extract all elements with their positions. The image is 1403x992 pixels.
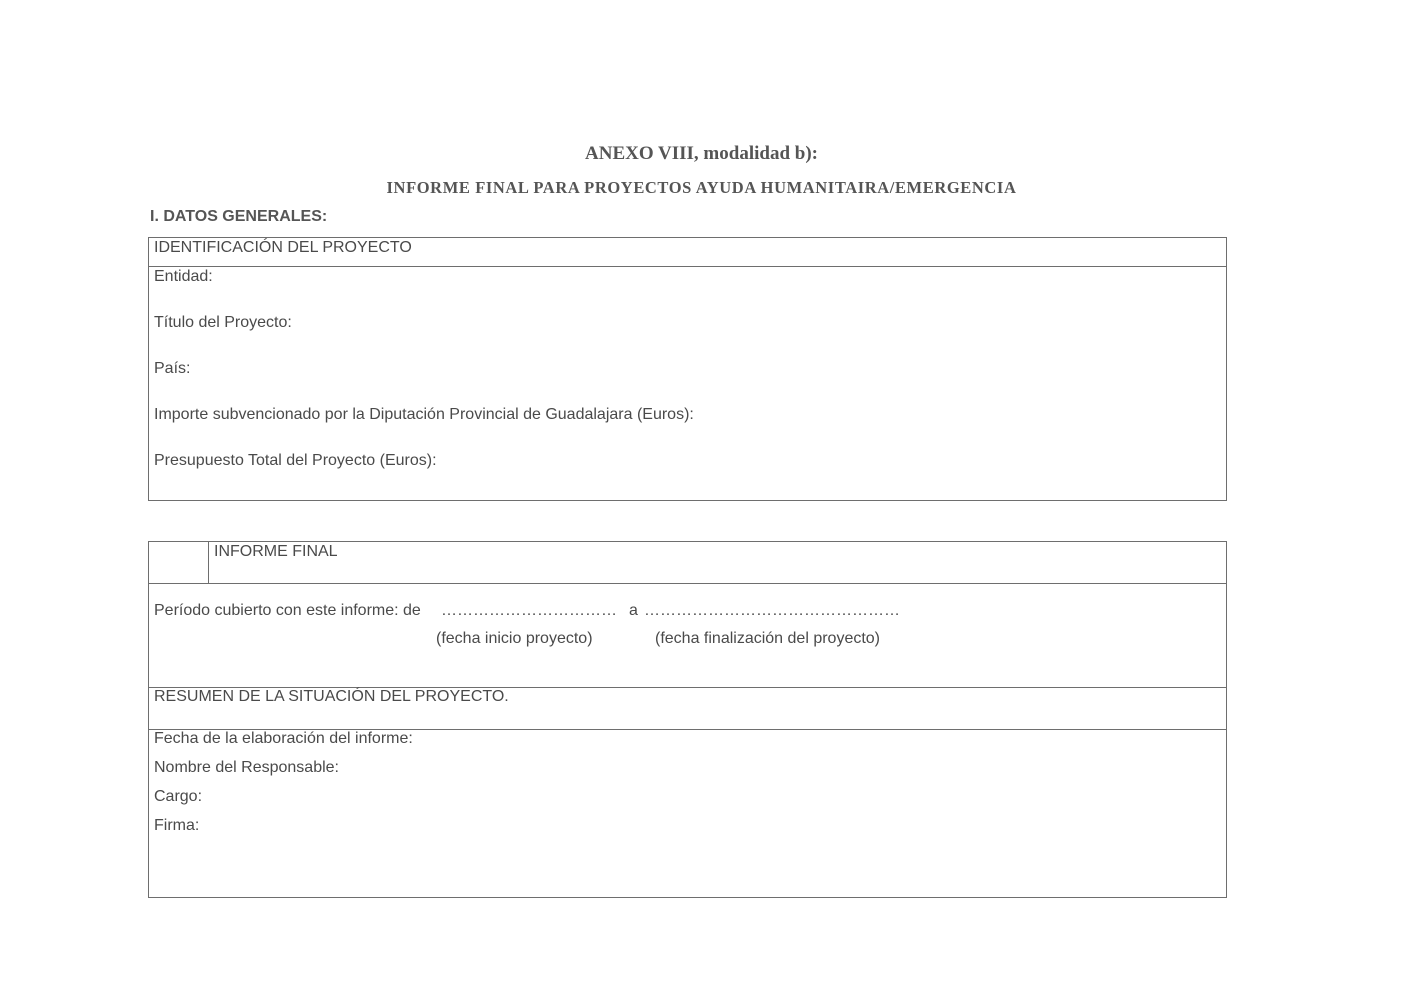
document-subtitle: INFORME FINAL PARA PROYECTOS AYUDA HUMANITAIRA/EMERGENCIA — [386, 178, 1017, 197]
table-column-divider — [208, 542, 209, 583]
section-heading: I. DATOS GENERALES: — [150, 208, 328, 225]
period-start-dots: …………………………… — [441, 602, 617, 619]
field-firma: Firma: — [154, 817, 200, 834]
summary-heading: RESUMEN DE LA SITUACIÓN DEL PROYECTO. — [154, 688, 509, 705]
end-date-hint: (fecha finalización del proyecto) — [655, 630, 881, 647]
period-end-dots: ………………………………………… — [644, 602, 900, 619]
field-nombre-responsable: Nombre del Responsable: — [154, 759, 339, 776]
field-importe: Importe subvencionado por la Diputación Provincial de Guadalajara (Euros): — [154, 406, 694, 423]
period-connector: a — [629, 602, 638, 619]
report-table — [148, 541, 1227, 898]
identification-heading: IDENTIFICACIÓN DEL PROYECTO — [154, 239, 412, 256]
report-heading: INFORME FINAL — [214, 543, 338, 560]
field-pais: País: — [154, 360, 191, 377]
table-divider — [149, 583, 1226, 584]
field-presupuesto: Presupuesto Total del Proyecto (Euros): — [154, 452, 437, 469]
period-label: Período cubierto con este informe: de — [154, 602, 421, 619]
identification-table — [148, 237, 1227, 501]
field-titulo: Título del Proyecto: — [154, 314, 292, 331]
field-fecha-elaboracion: Fecha de la elaboración del informe: — [154, 730, 413, 747]
field-cargo: Cargo: — [154, 788, 203, 805]
document-title: ANEXO VIII, modalidad b): — [585, 143, 818, 164]
field-entidad: Entidad: — [154, 268, 213, 285]
table-divider — [149, 266, 1226, 267]
start-date-hint: (fecha inicio proyecto) — [436, 630, 593, 647]
